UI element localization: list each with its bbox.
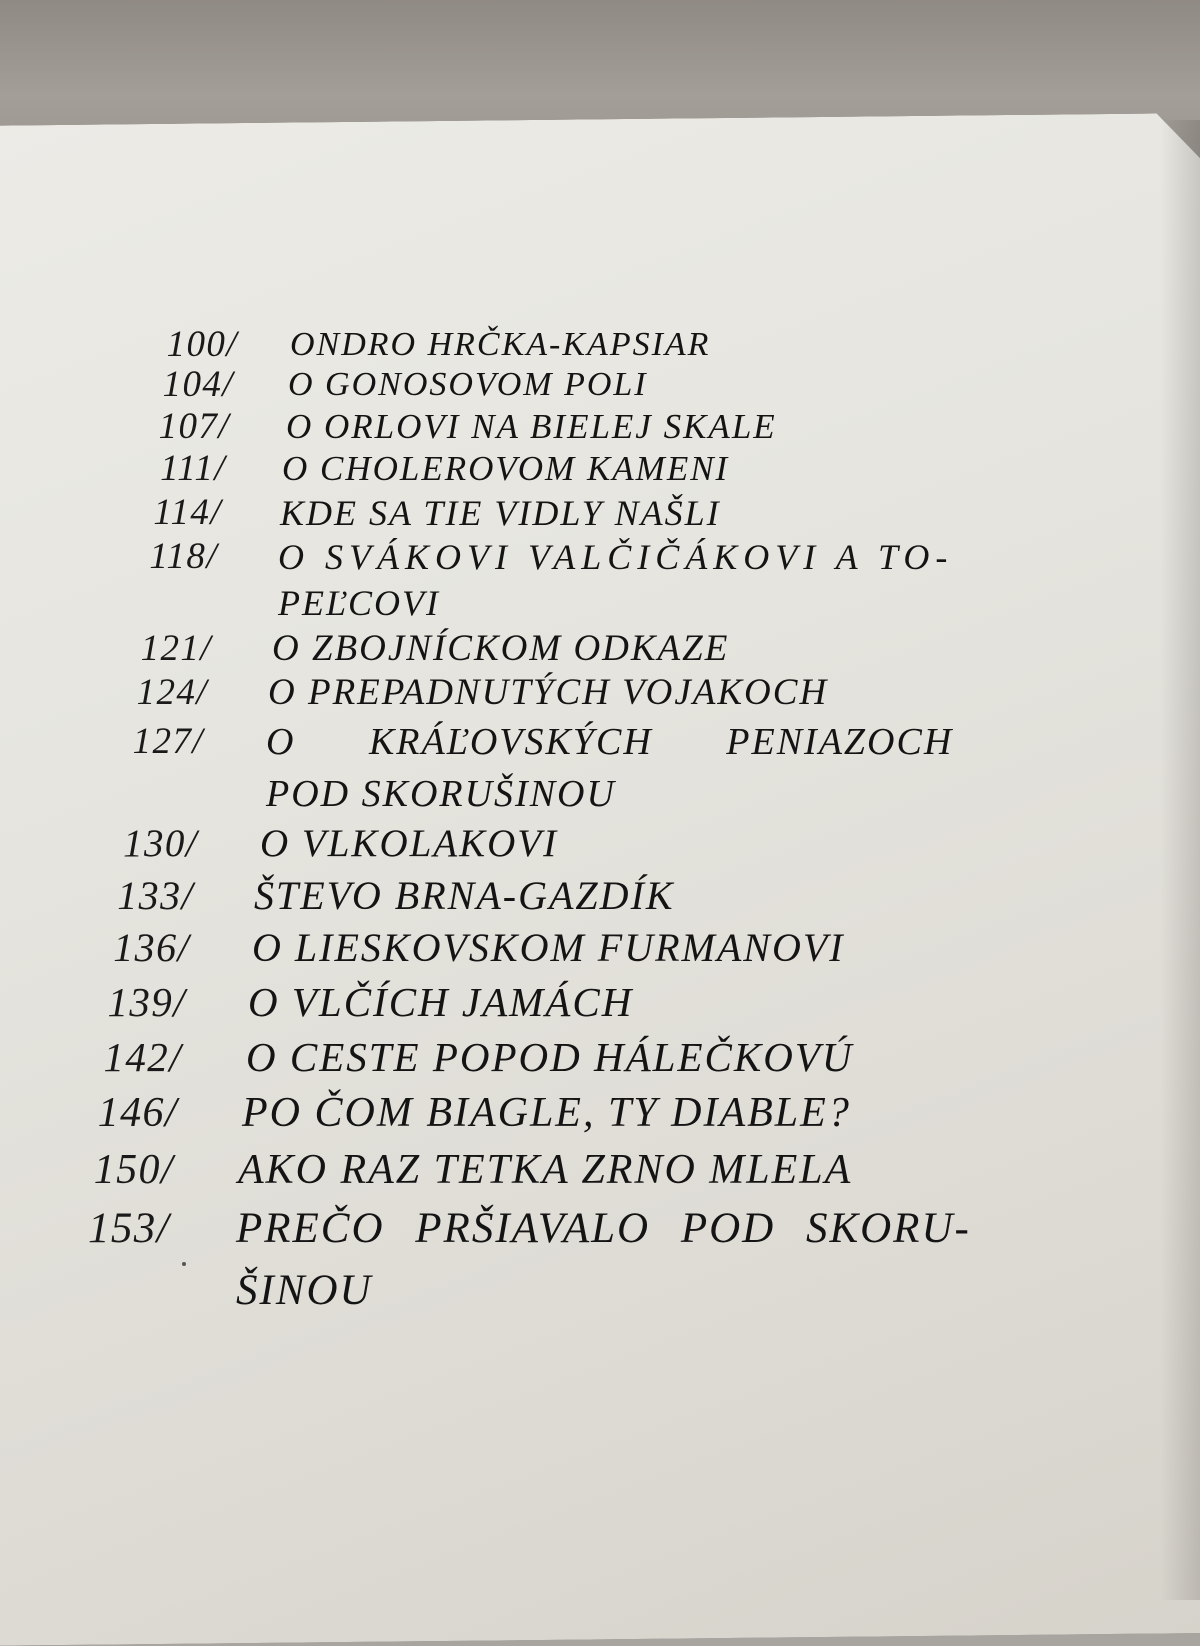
toc-title <box>282 446 729 492</box>
toc-title <box>288 362 648 408</box>
toc-title <box>252 922 845 974</box>
toc-page-number: 142/ <box>103 1034 182 1080</box>
toc-title-line: ONDRO HRČKA-KAPSIAR <box>290 326 711 363</box>
toc-page-number: 130/ <box>123 822 198 865</box>
toc-title-line: O KRÁĽOVSKÝCH PENIAZOCH <box>266 721 954 763</box>
toc-title-line: KDE SA TIE VIDLY NAŠLI <box>280 493 721 533</box>
toc-page-number: 124/ <box>136 672 208 713</box>
toc-page-number: 107/ <box>158 406 230 447</box>
toc-page-number: 114/ <box>153 492 222 533</box>
toc-title <box>260 818 558 870</box>
toc-title-line: O VLKOLAKOVI <box>260 822 559 865</box>
toc-title-line: O VLČÍCH JAMÁCH <box>248 979 634 1025</box>
toc-page-number: 121/ <box>140 628 212 669</box>
toc-title-line: PREČO PRŠIAVALO POD SKORU- <box>236 1205 971 1252</box>
toc-page-number: 133/ <box>117 873 194 918</box>
toc-page-number: 100/ <box>166 324 238 365</box>
toc-title-line: O PREPADNUTÝCH VOJAKOCH <box>268 672 829 713</box>
toc-page-number: 118/ <box>149 536 218 577</box>
toc-title-line: O ORLOVI NA BIELEJ SKALE <box>286 407 777 446</box>
toc-title <box>266 716 953 820</box>
toc-title <box>286 404 777 450</box>
toc-title-line: O CESTE POPOD HÁLEČKOVÚ <box>246 1034 854 1080</box>
toc-title-line: PEĽCOVI <box>278 583 440 623</box>
toc-title-line: ŠINOU <box>236 1267 373 1314</box>
toc-page-number: 136/ <box>113 925 190 970</box>
toc-title <box>278 534 953 626</box>
toc-title <box>246 1030 853 1084</box>
toc-title-line: O LIESKOVSKOM FURMANOVI <box>252 925 845 970</box>
toc-title-line: AKO RAZ TETKA ZRNO MLELA <box>238 1147 853 1193</box>
toc-title <box>280 490 721 536</box>
toc-title <box>238 1142 852 1198</box>
toc-title <box>236 1198 971 1322</box>
toc-title <box>248 976 633 1028</box>
toc-title-line: O CHOLEROVOM KAMENI <box>282 449 730 488</box>
toc-page-number: 111/ <box>160 448 226 489</box>
toc-title <box>242 1086 851 1140</box>
toc-page-number: 146/ <box>97 1090 178 1136</box>
toc-title <box>272 626 729 672</box>
toc-page-number: 139/ <box>107 979 186 1025</box>
toc-title-line: POD SKORUŠINOU <box>266 773 616 815</box>
print-speck <box>182 1262 186 1266</box>
toc-page-number: 153/ <box>87 1205 170 1252</box>
toc-title-line: PO ČOM BIAGLE, TY DIABLE? <box>242 1090 851 1136</box>
toc-title <box>268 670 828 716</box>
toc-title-line: O GONOSOVOM POLI <box>288 366 648 403</box>
toc-title-line: ŠTEVO BRNA-GAZDÍK <box>254 873 675 918</box>
toc-page-number: 150/ <box>93 1147 174 1193</box>
toc-title <box>254 870 675 922</box>
toc-page-number: 127/ <box>132 721 204 762</box>
toc-page-number: 104/ <box>162 364 234 405</box>
toc-title-line: O ZBOJNÍCKOM ODKAZE <box>272 628 730 669</box>
toc-title-line: O SVÁKOVI VALČIČÁKOVI A TO- <box>278 537 954 577</box>
